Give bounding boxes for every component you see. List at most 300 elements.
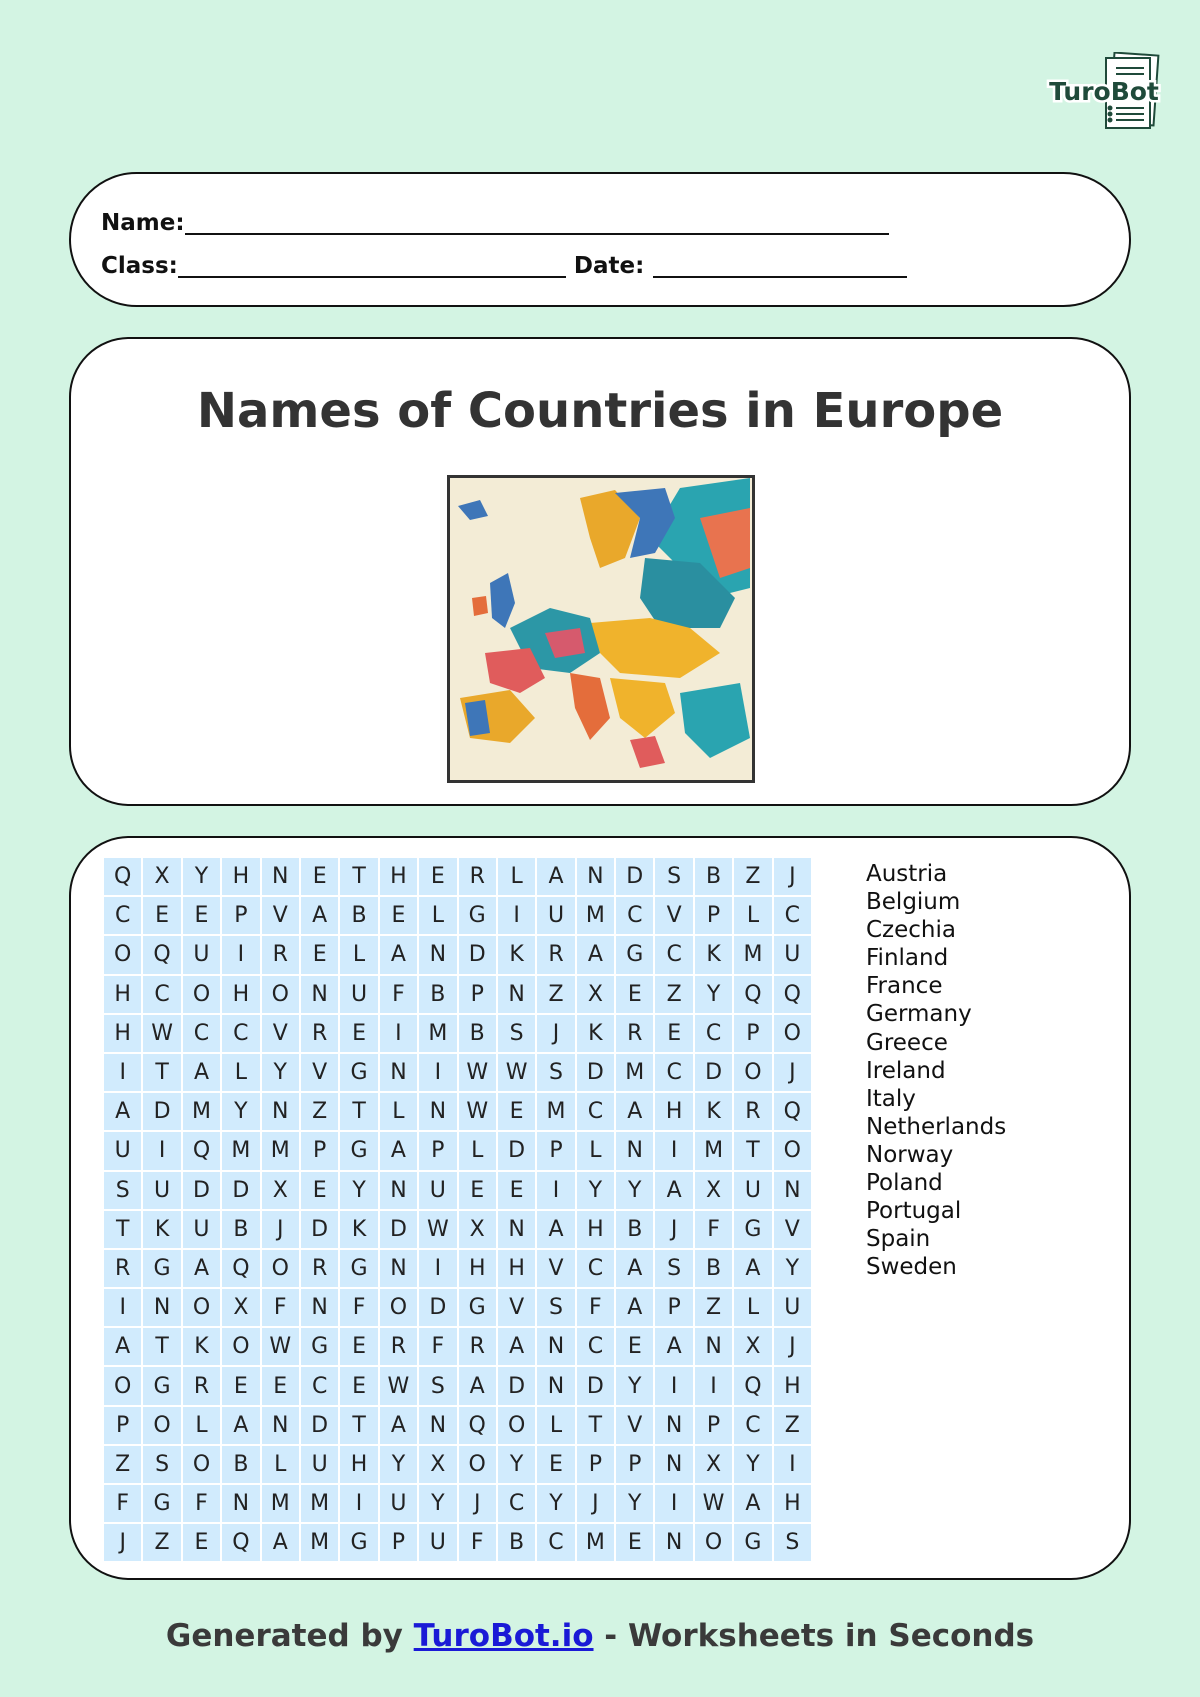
grid-cell[interactable]: R [104,1250,141,1287]
grid-cell[interactable]: Z [774,1407,811,1444]
grid-cell[interactable]: E [380,897,417,934]
grid-cell[interactable]: T [143,1054,180,1091]
grid-cell[interactable]: E [340,1015,377,1052]
grid-cell[interactable]: P [537,1132,574,1169]
grid-cell[interactable]: V [498,1289,535,1326]
grid-cell[interactable]: B [419,976,456,1013]
grid-cell[interactable]: N [774,1172,811,1209]
grid-cell[interactable]: E [301,936,338,973]
grid-cell[interactable]: G [734,1211,771,1248]
grid-cell[interactable]: N [380,1172,417,1209]
grid-cell[interactable]: Y [262,1054,299,1091]
grid-cell[interactable]: V [774,1211,811,1248]
grid-cell[interactable]: U [104,1132,141,1169]
grid-cell[interactable]: D [577,1367,614,1404]
grid-cell[interactable]: Q [104,858,141,895]
grid-cell[interactable]: W [380,1367,417,1404]
grid-cell[interactable]: B [616,1211,653,1248]
grid-cell[interactable]: J [774,858,811,895]
grid-cell[interactable]: O [104,1367,141,1404]
grid-cell[interactable]: K [143,1211,180,1248]
grid-cell[interactable]: E [183,897,220,934]
grid-cell[interactable]: U [419,1524,456,1561]
grid-cell[interactable]: A [537,1211,574,1248]
grid-cell[interactable]: O [498,1407,535,1444]
grid-cell[interactable]: O [222,1328,259,1365]
grid-cell[interactable]: E [537,1446,574,1483]
grid-cell[interactable]: T [577,1407,614,1444]
grid-cell[interactable]: G [143,1485,180,1522]
grid-cell[interactable]: I [419,1054,456,1091]
grid-cell[interactable]: S [537,1054,574,1091]
grid-cell[interactable]: M [262,1485,299,1522]
grid-cell[interactable]: G [616,936,653,973]
grid-cell[interactable]: T [340,858,377,895]
grid-cell[interactable]: A [577,936,614,973]
grid-cell[interactable]: S [537,1289,574,1326]
grid-cell[interactable]: S [143,1446,180,1483]
grid-cell[interactable]: O [183,976,220,1013]
grid-cell[interactable]: S [655,1250,692,1287]
grid-cell[interactable]: U [301,1446,338,1483]
grid-cell[interactable]: P [380,1524,417,1561]
grid-cell[interactable]: X [143,858,180,895]
grid-cell[interactable]: Y [380,1446,417,1483]
grid-cell[interactable]: M [262,1132,299,1169]
grid-cell[interactable]: D [419,1289,456,1326]
grid-cell[interactable]: X [222,1289,259,1326]
grid-cell[interactable]: X [695,1172,732,1209]
grid-cell[interactable]: C [695,1015,732,1052]
grid-cell[interactable]: O [183,1446,220,1483]
grid-cell[interactable]: M [301,1485,338,1522]
grid-cell[interactable]: J [774,1328,811,1365]
grid-cell[interactable]: L [222,1054,259,1091]
grid-cell[interactable]: N [419,1093,456,1130]
grid-cell[interactable]: A [655,1172,692,1209]
grid-cell[interactable]: P [222,897,259,934]
grid-cell[interactable]: W [419,1211,456,1248]
grid-cell[interactable]: R [301,1250,338,1287]
grid-cell[interactable]: T [104,1211,141,1248]
grid-cell[interactable]: O [774,1015,811,1052]
grid-cell[interactable]: J [104,1524,141,1561]
grid-cell[interactable]: Z [734,858,771,895]
grid-cell[interactable]: K [498,936,535,973]
grid-cell[interactable]: B [695,858,732,895]
grid-cell[interactable]: N [577,858,614,895]
grid-cell[interactable]: C [104,897,141,934]
grid-cell[interactable]: E [655,1015,692,1052]
grid-cell[interactable]: C [183,1015,220,1052]
grid-cell[interactable]: P [577,1446,614,1483]
grid-cell[interactable]: X [577,976,614,1013]
grid-cell[interactable]: F [104,1485,141,1522]
grid-cell[interactable]: A [262,1524,299,1561]
grid-cell[interactable]: P [104,1407,141,1444]
grid-cell[interactable]: E [222,1367,259,1404]
grid-cell[interactable]: O [459,1446,496,1483]
grid-cell[interactable]: Y [222,1093,259,1130]
grid-cell[interactable]: K [340,1211,377,1248]
grid-cell[interactable]: B [340,897,377,934]
grid-cell[interactable]: P [695,897,732,934]
grid-cell[interactable]: C [222,1015,259,1052]
grid-cell[interactable]: Z [695,1289,732,1326]
grid-cell[interactable]: D [498,1132,535,1169]
grid-cell[interactable]: M [734,936,771,973]
grid-cell[interactable]: P [695,1407,732,1444]
grid-cell[interactable]: V [655,897,692,934]
grid-cell[interactable]: B [498,1524,535,1561]
grid-cell[interactable]: L [183,1407,220,1444]
grid-cell[interactable]: M [695,1132,732,1169]
grid-cell[interactable]: A [301,897,338,934]
grid-cell[interactable]: E [143,897,180,934]
date-field[interactable] [653,256,907,278]
grid-cell[interactable]: I [340,1485,377,1522]
grid-cell[interactable]: O [262,1250,299,1287]
grid-cell[interactable]: N [222,1485,259,1522]
grid-cell[interactable]: P [616,1446,653,1483]
grid-cell[interactable]: S [498,1015,535,1052]
grid-cell[interactable]: I [537,1172,574,1209]
grid-cell[interactable]: N [695,1328,732,1365]
grid-cell[interactable]: I [104,1289,141,1326]
grid-cell[interactable]: M [537,1093,574,1130]
grid-cell[interactable]: C [301,1367,338,1404]
grid-cell[interactable]: J [459,1485,496,1522]
grid-cell[interactable]: O [262,976,299,1013]
grid-cell[interactable]: E [616,1524,653,1561]
grid-cell[interactable]: F [577,1289,614,1326]
grid-cell[interactable]: C [577,1093,614,1130]
grid-cell[interactable]: F [340,1289,377,1326]
grid-cell[interactable]: O [104,936,141,973]
grid-cell[interactable]: I [655,1132,692,1169]
grid-cell[interactable]: R [183,1367,220,1404]
grid-cell[interactable]: Z [143,1524,180,1561]
grid-cell[interactable]: S [419,1367,456,1404]
grid-cell[interactable]: V [537,1250,574,1287]
grid-cell[interactable]: I [222,936,259,973]
grid-cell[interactable]: R [459,858,496,895]
grid-cell[interactable]: J [577,1485,614,1522]
grid-cell[interactable]: X [419,1446,456,1483]
grid-cell[interactable]: F [459,1524,496,1561]
grid-cell[interactable]: O [734,1054,771,1091]
grid-cell[interactable]: V [616,1407,653,1444]
grid-cell[interactable]: M [222,1132,259,1169]
grid-cell[interactable]: U [774,1289,811,1326]
grid-cell[interactable]: A [380,1407,417,1444]
grid-cell[interactable]: N [498,1211,535,1248]
grid-cell[interactable]: E [616,976,653,1013]
grid-cell[interactable]: U [183,1211,220,1248]
grid-cell[interactable]: H [222,976,259,1013]
grid-cell[interactable]: P [655,1289,692,1326]
grid-cell[interactable]: H [655,1093,692,1130]
grid-cell[interactable]: N [143,1289,180,1326]
grid-cell[interactable]: A [537,858,574,895]
grid-cell[interactable]: A [222,1407,259,1444]
grid-cell[interactable]: Z [537,976,574,1013]
grid-cell[interactable]: Q [774,976,811,1013]
grid-cell[interactable]: C [734,1407,771,1444]
grid-cell[interactable]: Y [183,858,220,895]
grid-cell[interactable]: R [734,1093,771,1130]
grid-cell[interactable]: I [655,1485,692,1522]
grid-cell[interactable]: E [301,1172,338,1209]
grid-cell[interactable]: S [774,1524,811,1561]
grid-cell[interactable]: N [655,1407,692,1444]
grid-cell[interactable]: Q [774,1093,811,1130]
grid-cell[interactable]: Q [734,1367,771,1404]
grid-cell[interactable]: C [577,1250,614,1287]
grid-cell[interactable]: A [183,1250,220,1287]
grid-cell[interactable]: R [459,1328,496,1365]
grid-cell[interactable]: Y [734,1446,771,1483]
grid-cell[interactable]: W [459,1054,496,1091]
grid-cell[interactable]: M [419,1015,456,1052]
grid-cell[interactable]: I [104,1054,141,1091]
grid-cell[interactable]: W [143,1015,180,1052]
grid-cell[interactable]: X [262,1172,299,1209]
grid-cell[interactable]: O [143,1407,180,1444]
grid-cell[interactable]: Q [222,1250,259,1287]
grid-cell[interactable]: B [459,1015,496,1052]
grid-cell[interactable]: A [498,1328,535,1365]
grid-cell[interactable]: W [695,1485,732,1522]
grid-cell[interactable]: U [419,1172,456,1209]
grid-cell[interactable]: A [183,1054,220,1091]
grid-cell[interactable]: E [340,1328,377,1365]
grid-cell[interactable]: J [537,1015,574,1052]
grid-cell[interactable]: A [734,1485,771,1522]
grid-cell[interactable]: Y [498,1446,535,1483]
grid-cell[interactable]: C [655,1054,692,1091]
grid-cell[interactable]: M [183,1093,220,1130]
grid-cell[interactable]: Y [577,1172,614,1209]
grid-cell[interactable]: D [301,1211,338,1248]
grid-cell[interactable]: Y [616,1172,653,1209]
grid-cell[interactable]: I [380,1015,417,1052]
grid-cell[interactable]: C [655,936,692,973]
grid-cell[interactable]: L [380,1093,417,1130]
grid-cell[interactable]: G [459,897,496,934]
grid-cell[interactable]: D [143,1093,180,1130]
grid-cell[interactable]: O [183,1289,220,1326]
grid-cell[interactable]: B [222,1446,259,1483]
grid-cell[interactable]: U [734,1172,771,1209]
grid-cell[interactable]: N [616,1132,653,1169]
grid-cell[interactable]: Y [695,976,732,1013]
grid-cell[interactable]: I [774,1446,811,1483]
grid-cell[interactable]: W [498,1054,535,1091]
grid-cell[interactable]: A [380,936,417,973]
grid-cell[interactable]: H [340,1446,377,1483]
grid-cell[interactable]: M [577,897,614,934]
grid-cell[interactable]: C [774,897,811,934]
grid-cell[interactable]: G [340,1054,377,1091]
grid-cell[interactable]: Q [143,936,180,973]
grid-cell[interactable]: U [183,936,220,973]
grid-cell[interactable]: H [577,1211,614,1248]
grid-cell[interactable]: F [183,1485,220,1522]
grid-cell[interactable]: G [143,1250,180,1287]
grid-cell[interactable]: I [655,1367,692,1404]
grid-cell[interactable]: D [301,1407,338,1444]
grid-cell[interactable]: L [262,1446,299,1483]
grid-cell[interactable]: H [774,1485,811,1522]
grid-cell[interactable]: G [301,1328,338,1365]
grid-cell[interactable]: D [695,1054,732,1091]
turobot-link[interactable]: TuroBot.io [413,1618,594,1654]
grid-cell[interactable]: P [301,1132,338,1169]
grid-cell[interactable]: D [222,1172,259,1209]
grid-cell[interactable]: Y [616,1367,653,1404]
grid-cell[interactable]: M [616,1054,653,1091]
grid-cell[interactable]: A [380,1132,417,1169]
grid-cell[interactable]: N [419,1407,456,1444]
grid-cell[interactable]: H [222,858,259,895]
grid-cell[interactable]: P [734,1015,771,1052]
grid-cell[interactable]: T [143,1328,180,1365]
grid-cell[interactable]: A [104,1093,141,1130]
grid-cell[interactable]: A [616,1289,653,1326]
grid-cell[interactable]: E [183,1524,220,1561]
grid-cell[interactable]: N [380,1054,417,1091]
grid-cell[interactable]: H [104,1015,141,1052]
grid-cell[interactable]: L [419,897,456,934]
grid-cell[interactable]: R [380,1328,417,1365]
grid-cell[interactable]: U [774,936,811,973]
grid-cell[interactable]: L [734,897,771,934]
grid-cell[interactable]: F [262,1289,299,1326]
grid-cell[interactable]: J [655,1211,692,1248]
grid-cell[interactable]: Z [301,1093,338,1130]
grid-cell[interactable]: A [655,1328,692,1365]
grid-cell[interactable]: H [459,1250,496,1287]
grid-cell[interactable]: F [419,1328,456,1365]
grid-cell[interactable]: N [498,976,535,1013]
grid-cell[interactable]: A [616,1250,653,1287]
grid-cell[interactable]: E [262,1367,299,1404]
grid-cell[interactable]: N [301,1289,338,1326]
grid-cell[interactable]: T [340,1093,377,1130]
grid-cell[interactable]: C [537,1524,574,1561]
grid-cell[interactable]: A [734,1250,771,1287]
grid-cell[interactable]: L [734,1289,771,1326]
grid-cell[interactable]: U [537,897,574,934]
grid-cell[interactable]: A [459,1367,496,1404]
grid-cell[interactable]: P [459,976,496,1013]
grid-cell[interactable]: Z [655,976,692,1013]
grid-cell[interactable]: L [537,1407,574,1444]
grid-cell[interactable]: E [459,1172,496,1209]
grid-cell[interactable]: O [695,1524,732,1561]
grid-cell[interactable]: R [262,936,299,973]
grid-cell[interactable]: Y [340,1172,377,1209]
grid-cell[interactable]: V [262,897,299,934]
grid-cell[interactable]: K [695,1093,732,1130]
grid-cell[interactable]: F [380,976,417,1013]
grid-cell[interactable]: S [655,858,692,895]
grid-cell[interactable]: W [262,1328,299,1365]
grid-cell[interactable]: D [577,1054,614,1091]
grid-cell[interactable]: K [577,1015,614,1052]
grid-cell[interactable]: G [340,1132,377,1169]
grid-cell[interactable]: A [104,1328,141,1365]
grid-cell[interactable]: G [459,1289,496,1326]
grid-cell[interactable]: C [577,1328,614,1365]
grid-cell[interactable]: I [419,1250,456,1287]
grid-cell[interactable]: I [143,1132,180,1169]
grid-cell[interactable]: N [655,1524,692,1561]
grid-cell[interactable]: C [616,897,653,934]
grid-cell[interactable]: D [459,936,496,973]
grid-cell[interactable]: M [577,1524,614,1561]
grid-cell[interactable]: N [419,936,456,973]
grid-cell[interactable]: L [498,858,535,895]
grid-cell[interactable]: O [774,1132,811,1169]
class-field[interactable] [178,256,566,278]
grid-cell[interactable]: D [183,1172,220,1209]
grid-cell[interactable]: D [498,1367,535,1404]
grid-cell[interactable]: N [301,976,338,1013]
grid-cell[interactable]: L [340,936,377,973]
grid-cell[interactable]: B [222,1211,259,1248]
grid-cell[interactable]: B [695,1250,732,1287]
grid-cell[interactable]: V [301,1054,338,1091]
grid-cell[interactable]: S [104,1172,141,1209]
grid-cell[interactable]: H [104,976,141,1013]
grid-cell[interactable]: C [498,1485,535,1522]
grid-cell[interactable]: E [616,1328,653,1365]
grid-cell[interactable]: G [340,1524,377,1561]
grid-cell[interactable]: Q [222,1524,259,1561]
grid-cell[interactable]: Z [104,1446,141,1483]
grid-cell[interactable]: P [419,1132,456,1169]
grid-cell[interactable]: U [380,1485,417,1522]
grid-cell[interactable]: Q [183,1132,220,1169]
grid-cell[interactable]: X [695,1446,732,1483]
grid-cell[interactable]: Q [459,1407,496,1444]
grid-cell[interactable]: U [340,976,377,1013]
grid-cell[interactable]: E [498,1093,535,1130]
grid-cell[interactable]: R [537,936,574,973]
grid-cell[interactable]: G [734,1524,771,1561]
grid-cell[interactable]: F [695,1211,732,1248]
grid-cell[interactable]: T [340,1407,377,1444]
grid-cell[interactable]: G [340,1250,377,1287]
grid-cell[interactable]: A [616,1093,653,1130]
grid-cell[interactable]: L [577,1132,614,1169]
grid-cell[interactable]: N [655,1446,692,1483]
grid-cell[interactable]: N [262,1407,299,1444]
grid-cell[interactable]: L [459,1132,496,1169]
grid-cell[interactable]: E [340,1367,377,1404]
grid-cell[interactable]: N [380,1250,417,1287]
grid-cell[interactable]: C [143,976,180,1013]
grid-cell[interactable]: I [498,897,535,934]
grid-cell[interactable]: H [774,1367,811,1404]
grid-cell[interactable]: R [301,1015,338,1052]
grid-cell[interactable]: Y [616,1485,653,1522]
grid-cell[interactable]: X [459,1211,496,1248]
grid-cell[interactable]: D [380,1211,417,1248]
grid-cell[interactable]: Y [774,1250,811,1287]
